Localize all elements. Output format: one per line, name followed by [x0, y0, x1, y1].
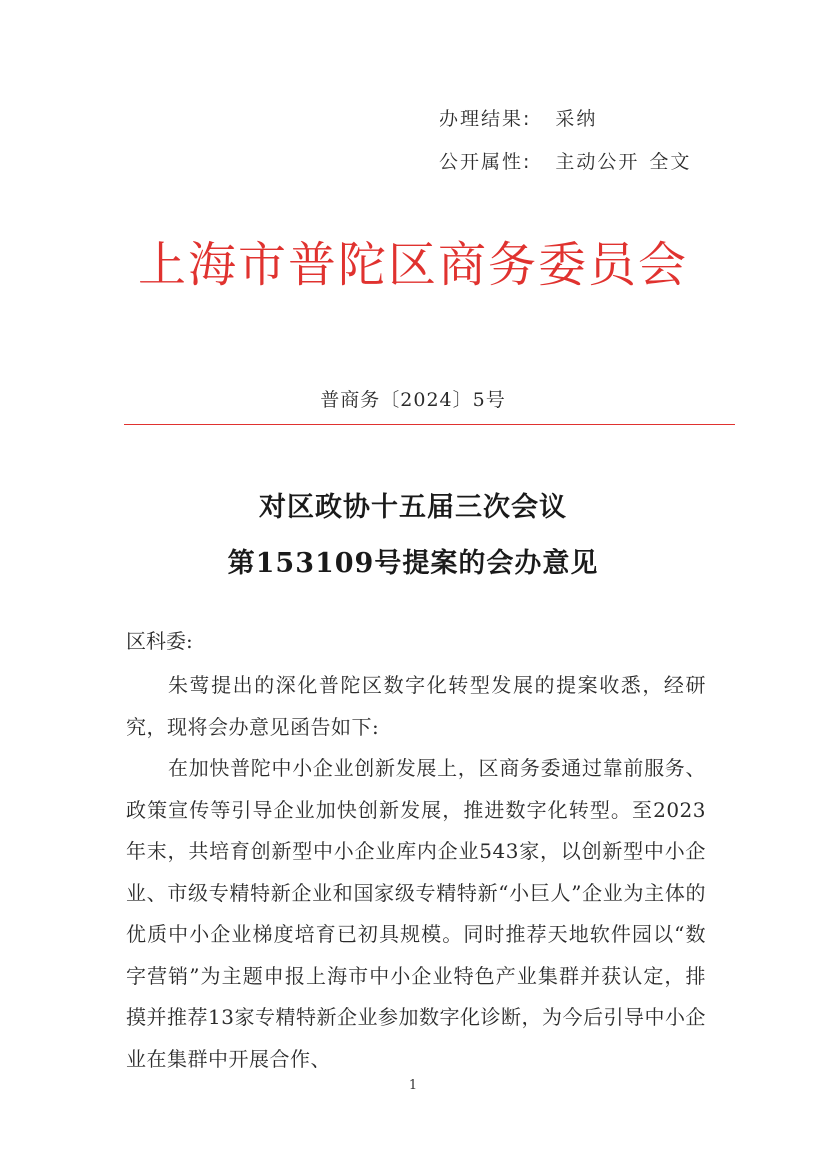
document-title-line-1: 对区政协十五届三次会议	[259, 492, 567, 523]
body-paragraph: 在加快普陀中小企业创新发展上，区商务委通过靠前服务、政策宣传等引导企业加快创新发展，推进数字化转型。至2023年末，共培育创新型中小企业库内企业543家，以创新型中小企业、市级专精特新企业和国家级专精特新“小巨人”企业为主体的优质中小企业梯度培育已初具规模。同时推荐天地软件园以“数字营销”为主题申报上海市中小企业特色产业集群并获认定，排摸并推荐13家专精特新企业参加数字化诊断，为今后引导中小企业在集群中开展合作、	[126, 756, 706, 1071]
disclosure-label: 公开属性:	[439, 151, 532, 173]
result-value: 采纳	[555, 108, 598, 130]
meta-result	[439, 104, 597, 131]
salutation: 区科委:	[126, 629, 193, 653]
header-divider	[124, 424, 735, 425]
disclosure-scope: 全文	[649, 151, 692, 173]
body-paragraph: 朱莺提出的深化普陀区数字化转型发展的提案收悉，经研究，现将会办意见函告如下:	[126, 673, 706, 739]
document-title-line-2: 第153109号提案的会办意见	[227, 548, 599, 579]
organization-header: 上海市普陀区商务委员会	[137, 237, 688, 293]
page-number: 1	[408, 1078, 418, 1093]
disclosure-value: 主动公开	[555, 151, 640, 173]
document-number: 普商务〔2024〕5号	[320, 389, 506, 411]
meta-disclosure	[439, 147, 691, 174]
result-label: 办理结果:	[439, 108, 532, 130]
